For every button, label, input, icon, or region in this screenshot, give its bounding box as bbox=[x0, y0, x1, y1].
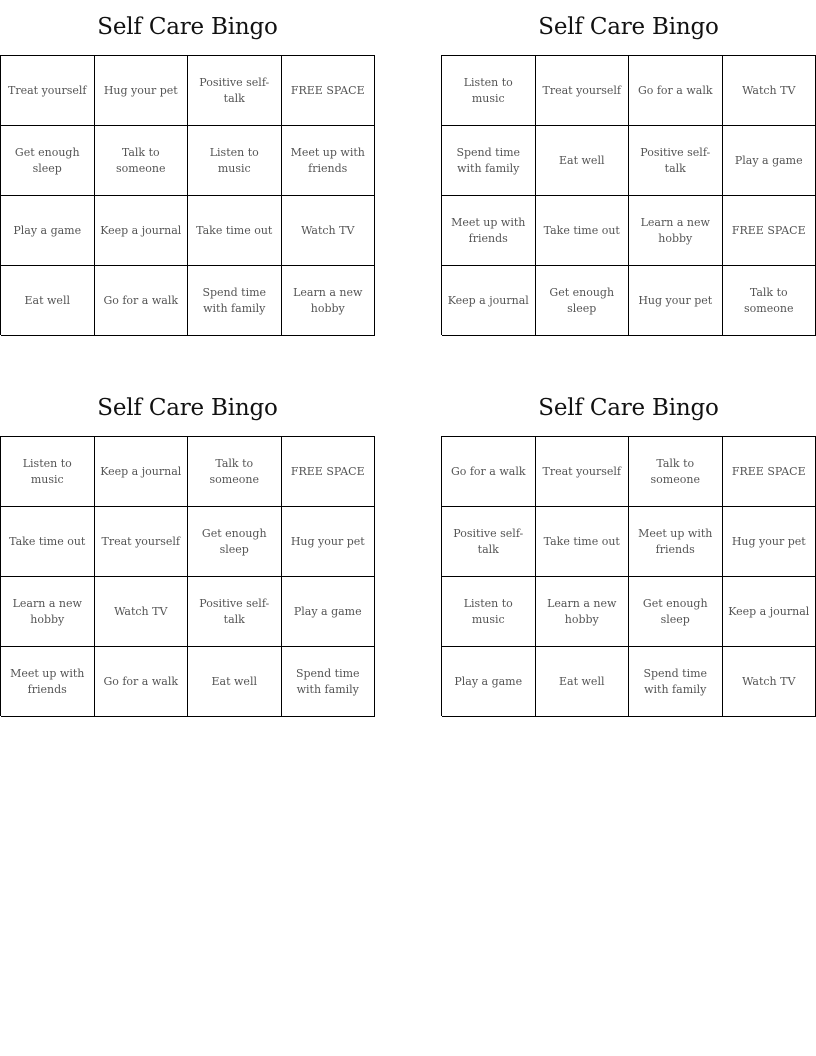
bingo-cell: Take time out bbox=[188, 196, 282, 266]
bingo-cell: Meet up with friends bbox=[442, 196, 536, 266]
bingo-cell: Go for a walk bbox=[95, 647, 189, 717]
bingo-cell: Play a game bbox=[282, 577, 376, 647]
bingo-cell: Keep a journal bbox=[442, 266, 536, 336]
bingo-cell: Treat yourself bbox=[536, 56, 630, 126]
bingo-cell: Go for a walk bbox=[629, 56, 723, 126]
card-title: Self Care Bingo bbox=[538, 14, 719, 40]
card-title: Self Care Bingo bbox=[97, 395, 278, 421]
bingo-cell: Hug your pet bbox=[723, 507, 816, 577]
bingo-cell: Take time out bbox=[536, 196, 630, 266]
bingo-cell: Keep a journal bbox=[95, 196, 189, 266]
card-title: Self Care Bingo bbox=[97, 14, 278, 40]
bingo-cell: Get enough sleep bbox=[188, 507, 282, 577]
bingo-cell: Meet up with friends bbox=[629, 507, 723, 577]
bingo-grid bbox=[441, 436, 816, 716]
bingo-cell: Talk to someone bbox=[95, 126, 189, 196]
bingo-cell: Eat well bbox=[536, 647, 630, 717]
bingo-cell: Eat well bbox=[536, 126, 630, 196]
bingo-cell: Meet up with friends bbox=[1, 647, 95, 717]
card-title: Self Care Bingo bbox=[538, 395, 719, 421]
bingo-cell: Learn a new hobby bbox=[536, 577, 630, 647]
bingo-cell-free-space: FREE SPACE bbox=[723, 196, 816, 266]
bingo-cell: Spend time with family bbox=[188, 266, 282, 336]
bingo-grid bbox=[441, 55, 816, 335]
bingo-cell: Talk to someone bbox=[188, 437, 282, 507]
bingo-cell: Spend time with family bbox=[629, 647, 723, 717]
bingo-cell: Watch TV bbox=[282, 196, 376, 266]
bingo-card-4 bbox=[441, 381, 816, 716]
bingo-card-2 bbox=[441, 0, 816, 335]
bingo-cell: Eat well bbox=[188, 647, 282, 717]
bingo-cell: Treat yourself bbox=[536, 437, 630, 507]
bingo-cell: Go for a walk bbox=[95, 266, 189, 336]
bingo-cell: Hug your pet bbox=[282, 507, 376, 577]
bingo-cell: Learn a new hobby bbox=[282, 266, 376, 336]
bingo-cell: Hug your pet bbox=[629, 266, 723, 336]
bingo-cell: Positive self-talk bbox=[188, 577, 282, 647]
bingo-cell-free-space: FREE SPACE bbox=[282, 56, 376, 126]
bingo-cell: Get enough sleep bbox=[1, 126, 95, 196]
bingo-cell: Go for a walk bbox=[442, 437, 536, 507]
bingo-cell: Positive self-talk bbox=[629, 126, 723, 196]
bingo-cell: Spend time with family bbox=[442, 126, 536, 196]
bingo-cell: Watch TV bbox=[723, 647, 816, 717]
bingo-cell: Treat yourself bbox=[95, 507, 189, 577]
bingo-cell: Eat well bbox=[1, 266, 95, 336]
bingo-cell: Treat yourself bbox=[1, 56, 95, 126]
bingo-cell: Learn a new hobby bbox=[1, 577, 95, 647]
bingo-cell: Watch TV bbox=[95, 577, 189, 647]
bingo-cell: Watch TV bbox=[723, 56, 816, 126]
bingo-cell: Talk to someone bbox=[629, 437, 723, 507]
bingo-cell: Spend time with family bbox=[282, 647, 376, 717]
bingo-cell: Play a game bbox=[442, 647, 536, 717]
bingo-cell-free-space: FREE SPACE bbox=[282, 437, 376, 507]
bingo-cell-free-space: FREE SPACE bbox=[723, 437, 816, 507]
bingo-grid bbox=[0, 55, 375, 335]
bingo-cell: Meet up with friends bbox=[282, 126, 376, 196]
bingo-cell: Listen to music bbox=[442, 56, 536, 126]
bingo-cell: Take time out bbox=[1, 507, 95, 577]
bingo-cell: Keep a journal bbox=[723, 577, 816, 647]
bingo-cell: Play a game bbox=[1, 196, 95, 266]
bingo-cell: Play a game bbox=[723, 126, 816, 196]
bingo-cell: Hug your pet bbox=[95, 56, 189, 126]
bingo-cell: Take time out bbox=[536, 507, 630, 577]
bingo-cell: Keep a journal bbox=[95, 437, 189, 507]
bingo-cell: Talk to someone bbox=[723, 266, 816, 336]
bingo-cell: Get enough sleep bbox=[536, 266, 630, 336]
bingo-card-3 bbox=[0, 381, 375, 716]
bingo-cell: Listen to music bbox=[188, 126, 282, 196]
bingo-cell: Positive self-talk bbox=[188, 56, 282, 126]
bingo-grid bbox=[0, 436, 375, 716]
bingo-cell: Positive self-talk bbox=[442, 507, 536, 577]
bingo-card-1 bbox=[0, 0, 375, 335]
bingo-cell: Learn a new hobby bbox=[629, 196, 723, 266]
bingo-cell: Listen to music bbox=[442, 577, 536, 647]
bingo-cell: Get enough sleep bbox=[629, 577, 723, 647]
bingo-cell: Listen to music bbox=[1, 437, 95, 507]
